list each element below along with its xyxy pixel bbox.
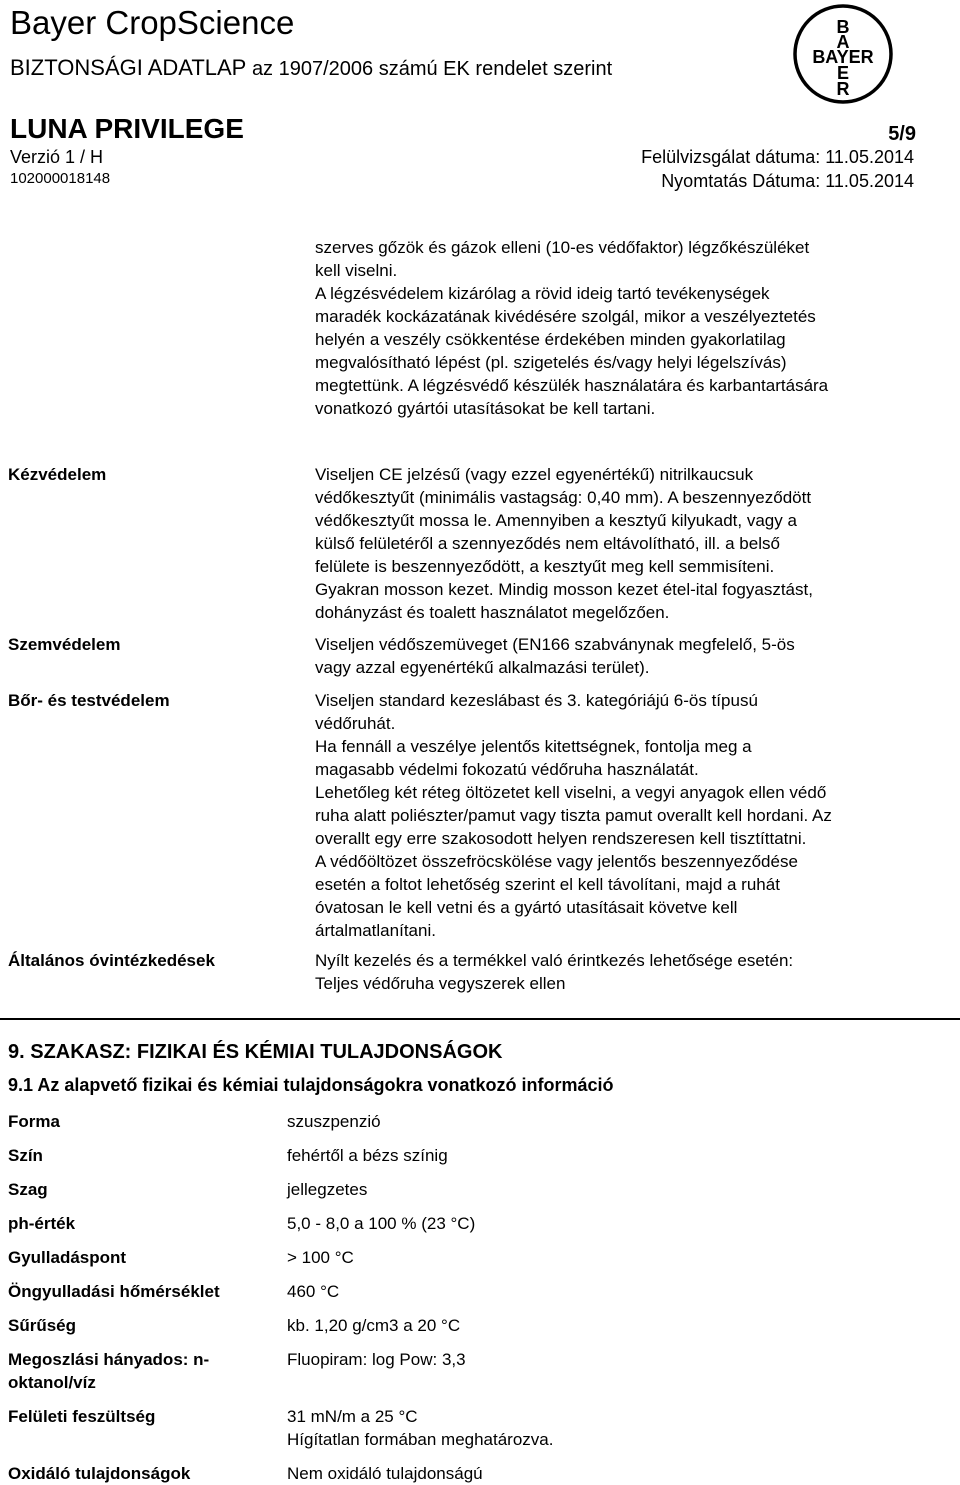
property-value: [287, 1314, 907, 1337]
review-date: Felülvizsgálat dátuma: 11.05.2014: [641, 147, 914, 167]
section-9-1-title: 9.1 Az alapvető fizikai és kémiai tulajdonságokra vonatkozó információ: [8, 1075, 614, 1095]
print-date: Nyomtatás Dátuma: 11.05.2014: [661, 171, 914, 191]
text-line: Nyílt kezelés és a termékkel való érintkezés lehetősége esetén:: [315, 951, 794, 970]
property-value-line: 31 mN/m a 25 °C: [287, 1407, 418, 1426]
property-value: [287, 1212, 907, 1235]
label-general-precautions: Általános óvintézkedések: [8, 951, 215, 970]
company-name: Bayer CropScience: [10, 4, 295, 41]
logo-letter-a: A: [836, 32, 850, 52]
text-line: felülete is beszennyeződött, a kesztyűt meg kell semmisíteni.: [315, 557, 775, 576]
text-line: óvatosan le kell vetni és a gyártó utasításait követve kell: [315, 898, 738, 917]
property-value: [287, 1280, 907, 1303]
text-line: Viseljen védőszemüveget (EN166 szabványnak megfelelő, 5-ös: [315, 635, 795, 654]
property-label: [8, 1314, 278, 1337]
text-skin-body-protection: [315, 689, 935, 942]
property-value: [287, 1348, 907, 1371]
text-general-precautions: [315, 949, 935, 995]
text-line: esetén a foltot lehetőség szerint el kell távolítani, majd a ruhát: [315, 875, 780, 894]
document-title-main: BIZTONSÁGI ADATLAP: [10, 55, 247, 80]
property-value: [287, 1110, 907, 1133]
text-line: dohányzást és toalett használatot megelőzően.: [315, 603, 670, 622]
text-line: védőkesztyűt (minimális vastagság: 0,40 mm). A beszennyeződött: [315, 488, 812, 507]
property-value: [287, 1462, 907, 1485]
property-value: [287, 1405, 907, 1451]
text-line: vagy azzal egyenértékű alkalmazási terület).: [315, 658, 650, 677]
text-line: ártalmatlanítani.: [315, 921, 436, 940]
property-label: [8, 1405, 278, 1428]
property-value-line: jellegzetes: [287, 1180, 368, 1199]
text-hand-protection: [315, 463, 935, 624]
page-number: 5/9: [888, 123, 916, 145]
property-value-line: > 100 °C: [287, 1248, 354, 1267]
section-9-title: 9. SZAKASZ: FIZIKAI ÉS KÉMIAI TULAJDONSÁGOK: [8, 1041, 503, 1063]
property-label-line: Oxidáló tulajdonságok: [8, 1464, 191, 1483]
property-value: [287, 1144, 907, 1167]
property-value: [287, 1178, 907, 1201]
text-line: kell viselni.: [315, 261, 398, 280]
property-label-line: Szín: [8, 1146, 43, 1165]
text-line: Lehetőleg két réteg öltözetet kell viselni, a vegyi anyagok ellen védő: [315, 783, 827, 802]
text-line: védőkesztyűt mossa le. Amennyiben a kesztyű kilyukadt, vagy a: [315, 511, 797, 530]
product-name: LUNA PRIVILEGE: [10, 113, 244, 144]
text-line: A légzésvédelem kizárólag a rövid ideig tartó tevékenységek: [315, 284, 770, 303]
property-label-line: oktanol/víz: [8, 1373, 96, 1392]
text-line: ruha alatt poliészter/pamut vagy tiszta pamut overallt kell hordani. Az: [315, 806, 832, 825]
property-value-line: szuszpenzió: [287, 1112, 381, 1131]
logo-word-bayer: BAYER: [812, 47, 874, 67]
text-line: helyén a veszély csökkentése érdekében minden gyakorlatilag: [315, 330, 786, 349]
text-eye-protection: [315, 633, 935, 679]
text-line: vonatkozó gyártói utasításokat be kell tartani.: [315, 399, 656, 418]
property-value-line: Fluopiram: log Pow: 3,3: [287, 1350, 466, 1369]
text-line: külső felületéről a szennyeződés nem eltávolítható, ill. a belső: [315, 534, 780, 553]
property-label: [8, 1110, 278, 1133]
property-label-line: ph-érték: [8, 1214, 76, 1233]
text-line: Ha fennáll a veszélye jelentős kitettségnek, fontolja meg a: [315, 737, 752, 756]
property-value-line: fehértől a bézs színig: [287, 1146, 448, 1165]
version: Verzió 1 / H: [10, 147, 104, 167]
property-value-line: Nem oxidáló tulajdonságú: [287, 1464, 483, 1483]
property-value-line: Hígítatlan formában meghatározva.: [287, 1430, 554, 1449]
text-line: megtettünk. A légzésvédő készülék használatára és karbantartására: [315, 376, 829, 395]
text-line: Gyakran mosson kezet. Mindig mosson kezet étel-ital fogyasztást,: [315, 580, 813, 599]
document-title: [10, 55, 612, 81]
text-line: védőruhát.: [315, 714, 396, 733]
logo-letter-r: R: [836, 79, 850, 99]
label-eye-protection: Szemvédelem: [8, 635, 121, 654]
property-label-line: Öngyulladási hőmérséklet: [8, 1282, 220, 1301]
text-line: szerves gőzök és gázok elleni (10-es védőfaktor) légzőkészüléket: [315, 238, 810, 257]
logo-letter-e: E: [836, 63, 850, 83]
respiratory-protection-text: [315, 236, 935, 420]
property-label-line: Sűrűség: [8, 1316, 77, 1335]
property-label-line: Megoszlási hányados: n-: [8, 1350, 210, 1369]
text-line: Viseljen CE jelzésű (vagy ezzel egyenértékű) nitrilkaucsuk: [315, 465, 754, 484]
text-line: megvalósítható lépést (pl. szigetelés és/vagy helyi légelszívás): [315, 353, 787, 372]
text-line: A védőöltözet összefröcskölése vagy jelentős beszennyeződése: [315, 852, 798, 871]
label-hand-protection: Kézvédelem: [8, 465, 107, 484]
property-value: [287, 1246, 907, 1269]
logo-letter-b: B: [836, 17, 850, 37]
text-line: Teljes védőruha vegyszerek ellen: [315, 974, 566, 993]
property-label: [8, 1178, 278, 1201]
text-line: overallt egy erre szakosodott helyen rendszeresen kell tisztíttatni.: [315, 829, 807, 848]
section-divider: [0, 1018, 960, 1020]
property-label: [8, 1246, 278, 1269]
property-label-line: Gyulladáspont: [8, 1248, 127, 1267]
document-code: 102000018148: [10, 170, 111, 187]
property-label-line: Felületi feszültség: [8, 1407, 156, 1426]
property-label: [8, 1144, 278, 1167]
label-skin-body-protection: Bőr- és testvédelem: [8, 691, 170, 710]
text-line: maradék kockázatának kivédésére szolgál, mikor a veszélyeztetés: [315, 307, 816, 326]
property-label: [8, 1462, 278, 1485]
property-value-line: kb. 1,20 g/cm3 a 20 °C: [287, 1316, 461, 1335]
text-line: Viseljen standard kezeslábast és 3. kategóriájú 6-ös típusú: [315, 691, 758, 710]
property-value-line: 5,0 - 8,0 a 100 % (23 °C): [287, 1214, 476, 1233]
text-line: magasabb védelmi fokozatú védőruha használatát.: [315, 760, 699, 779]
bayer-cross-logo: [792, 3, 894, 105]
document-title-sub: az 1907/2006 számú EK rendelet szerint: [251, 58, 613, 80]
property-label: [8, 1212, 278, 1235]
property-label-line: Forma: [8, 1112, 60, 1131]
property-label-line: Szag: [8, 1180, 48, 1199]
property-label: [8, 1280, 278, 1303]
property-label: [8, 1348, 278, 1394]
property-value-line: 460 °C: [287, 1282, 340, 1301]
